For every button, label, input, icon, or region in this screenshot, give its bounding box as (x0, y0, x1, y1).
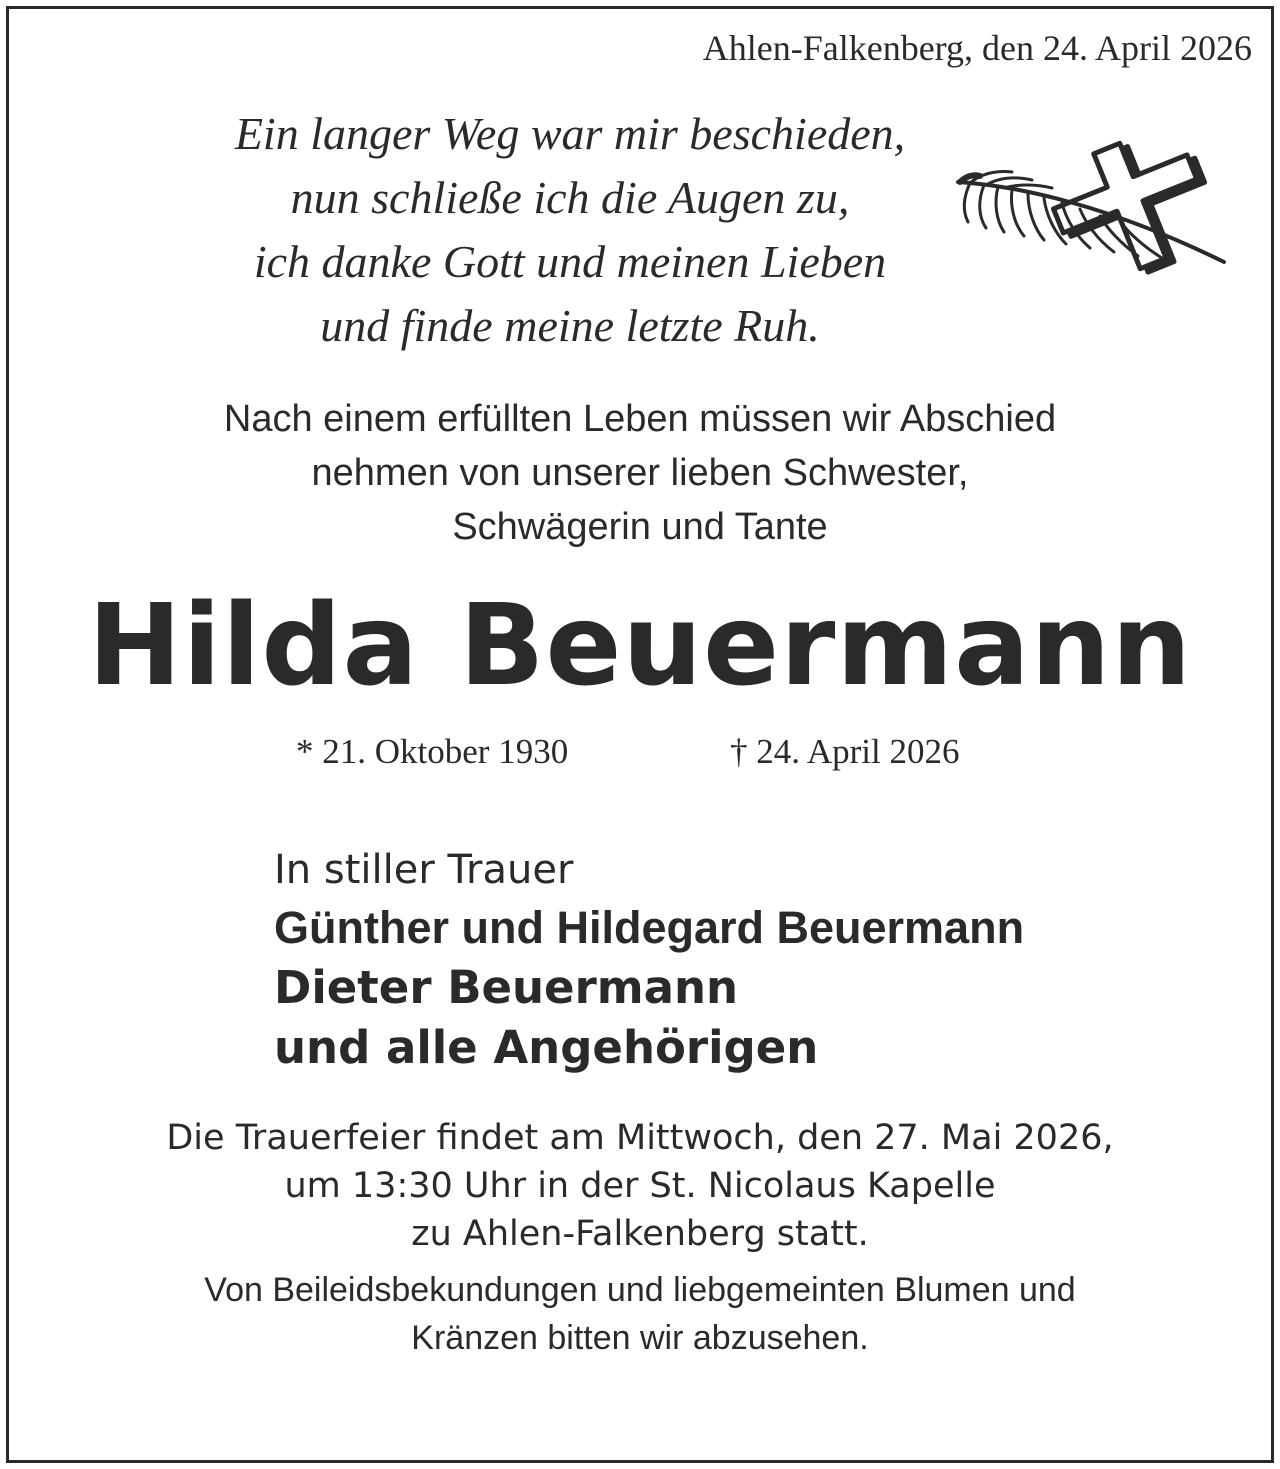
condolence-note (60, 1266, 1220, 1362)
place-date: Ahlen-Falkenberg, den 24. April 2026 (702, 28, 1252, 68)
funeral-details (80, 1114, 1200, 1258)
funeral-line: zu Ahlen-Falkenberg statt. (411, 1214, 869, 1254)
mourning-label: In stiller Trauer (274, 847, 574, 893)
funeral-line: um 13:30 Uhr in der St. Nicolaus Kapelle (284, 1166, 996, 1206)
note-line: Kränzen bitten wir abzusehen. (411, 1319, 869, 1357)
mourner-name: und alle Angehörigen (274, 1021, 819, 1074)
deceased-name: Hilda Beuermann (87, 581, 1193, 711)
mourner-name: Dieter Beuermann (274, 961, 739, 1014)
mourners-block (274, 842, 1024, 1078)
intro-line: Nach einem erfüllten Leben müssen wir Abschied (223, 398, 1057, 440)
poem-line: nun schließe ich die Augen zu, (290, 172, 850, 223)
intro-line: Schwägerin und Tante (452, 506, 828, 548)
birth-date: * 21. Oktober 1930 (296, 732, 569, 771)
poem-line: ich danke Gott und meinen Lieben (253, 236, 887, 287)
poem-line: und finde meine letzte Ruh. (320, 300, 820, 351)
intro-line: nehmen von unserer lieben Schwester, (311, 452, 969, 494)
note-line: Von Beileidsbekundungen und liebgemeinten Blumen und (204, 1271, 1076, 1309)
funeral-line: Die Trauerfeier findet am Mittwoch, den 27. Mai 2026, (166, 1118, 1114, 1158)
death-date: † 24. April 2026 (730, 732, 960, 771)
mourner-name: Günther und Hildegard Beuermann (274, 902, 1025, 953)
intro-text (60, 392, 1220, 554)
cross-with-palm-branch-icon (940, 136, 1240, 276)
poem (120, 102, 1020, 358)
poem-line: Ein langer Weg war mir beschieden, (234, 108, 906, 159)
